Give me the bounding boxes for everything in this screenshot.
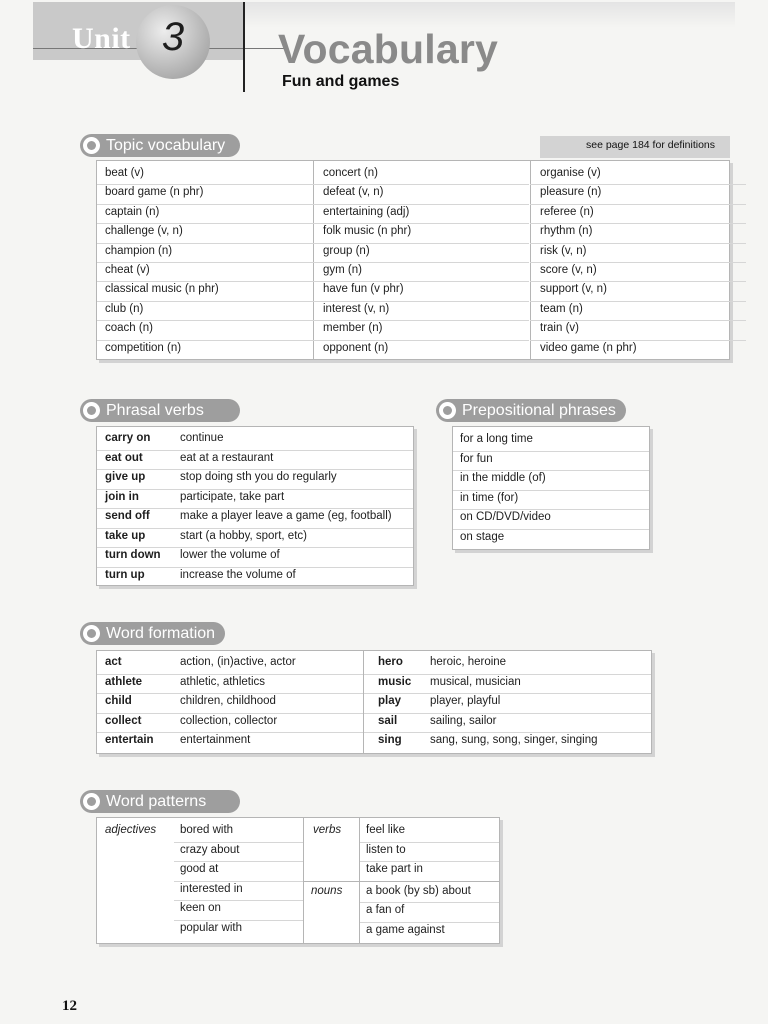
- word-forms: entertainment: [180, 734, 251, 746]
- row-divider: [364, 713, 651, 714]
- row-divider: [97, 204, 313, 205]
- phrasal-verbs-table: [96, 426, 414, 586]
- vocabulary-item: opponent (n): [323, 341, 389, 354]
- row-divider: [530, 243, 746, 244]
- row-divider: [453, 470, 649, 471]
- pattern-item: good at: [180, 863, 219, 875]
- row-divider: [174, 900, 303, 901]
- row-divider: [453, 509, 649, 510]
- prepositional-phrase: on stage: [460, 530, 505, 543]
- row-divider: [97, 450, 413, 451]
- prepositional-phrase: for a long time: [460, 433, 533, 445]
- bullet-icon: [83, 793, 100, 810]
- phrasal-verb: turn down: [105, 549, 161, 561]
- bullet-icon: [83, 137, 100, 154]
- section-heading-text: Topic vocabulary: [106, 137, 226, 154]
- row-divider: [97, 340, 313, 341]
- pattern-item: listen to: [366, 843, 406, 856]
- row-divider: [530, 184, 746, 185]
- word-forms: athletic, athletics: [180, 675, 266, 688]
- vocabulary-item: defeat (v, n): [323, 186, 384, 199]
- row-divider: [360, 842, 499, 843]
- pattern-item: a fan of: [366, 904, 405, 916]
- pattern-item: interested in: [180, 882, 243, 895]
- row-divider: [97, 713, 363, 714]
- row-divider: [313, 223, 529, 224]
- row-divider: [97, 223, 313, 224]
- row-divider: [97, 567, 413, 568]
- prepositional-phrase: in time (for): [460, 491, 519, 504]
- word-forms: collection, collector: [180, 714, 278, 727]
- page-number: 12: [62, 998, 77, 1014]
- row-divider: [97, 262, 313, 263]
- pattern-item: a game against: [366, 923, 445, 936]
- unit-number-badge: [136, 5, 210, 79]
- prepositional-phrase: on CD/DVD/video: [460, 511, 551, 523]
- phrasal-verb-meaning: stop doing sth you do regularly: [180, 471, 337, 483]
- row-divider: [313, 320, 529, 321]
- row-divider: [97, 184, 313, 185]
- row-divider: [97, 693, 363, 694]
- row-divider: [313, 184, 529, 185]
- column-divider: [530, 161, 531, 359]
- row-divider: [97, 732, 363, 733]
- section-heading-topic-vocabulary: [80, 134, 240, 157]
- phrasal-verb: join in: [105, 490, 139, 503]
- row-divider: [530, 204, 746, 205]
- vocabulary-item: challenge (v, n): [105, 225, 183, 238]
- vocabulary-item: coach (n): [105, 322, 153, 335]
- prepositional-phrases-table: [452, 426, 650, 550]
- row-divider: [174, 920, 303, 921]
- word-forms: sailing, sailor: [430, 714, 497, 727]
- phrasal-verb: give up: [105, 471, 146, 483]
- row-divider: [313, 262, 529, 263]
- bullet-icon: [83, 625, 100, 642]
- vocabulary-item: champion (n): [105, 244, 173, 257]
- row-divider: [530, 281, 746, 282]
- prepositional-phrase: for fun: [460, 452, 493, 465]
- prepositional-phrase: in the middle (of): [460, 472, 546, 484]
- row-divider: [97, 547, 413, 548]
- vocabulary-item: captain (n): [105, 205, 160, 218]
- base-word: child: [105, 695, 132, 707]
- column-divider: [313, 161, 314, 359]
- row-divider: [364, 693, 651, 694]
- row-divider: [453, 529, 649, 530]
- row-divider: [97, 508, 413, 509]
- word-forms: sang, sung, song, singer, singing: [430, 734, 598, 746]
- row-divider: [453, 451, 649, 452]
- row-divider: [174, 842, 303, 843]
- unit-number: 3: [161, 15, 185, 59]
- row-divider: [97, 243, 313, 244]
- phrasal-verb: eat out: [105, 451, 143, 464]
- vocabulary-item: referee (n): [540, 205, 594, 218]
- row-divider: [530, 340, 746, 341]
- phrasal-verb-meaning: continue: [180, 432, 224, 444]
- vocabulary-item: have fun (v phr): [323, 283, 404, 296]
- topic-vocabulary-table: [96, 160, 730, 360]
- row-divider: [97, 489, 413, 490]
- word-forms: musical, musician: [430, 675, 521, 688]
- word-formation-table: [96, 650, 652, 754]
- base-word: sail: [378, 714, 398, 727]
- row-divider: [97, 469, 413, 470]
- vocabulary-item: interest (v, n): [323, 302, 390, 315]
- bullet-icon: [439, 402, 456, 419]
- vocabulary-item: folk music (n phr): [323, 225, 412, 238]
- vocabulary-item: beat (v): [105, 167, 144, 179]
- vocabulary-item: member (n): [323, 322, 383, 335]
- row-divider: [313, 281, 529, 282]
- header-divider: [243, 2, 245, 92]
- vocabulary-item: score (v, n): [540, 264, 597, 276]
- vocabulary-item: classical music (n phr): [105, 283, 219, 296]
- phrasal-verb-meaning: eat at a restaurant: [180, 451, 274, 464]
- section-heading-word-formation: [80, 622, 225, 645]
- row-divider: [360, 922, 499, 923]
- pattern-category-label: nouns: [311, 884, 343, 897]
- row-divider: [530, 320, 746, 321]
- base-word: play: [378, 695, 402, 707]
- pattern-item: bored with: [180, 824, 234, 836]
- row-divider: [453, 490, 649, 491]
- vocabulary-item: board game (n phr): [105, 186, 204, 199]
- vocabulary-item: gym (n): [323, 264, 362, 276]
- phrasal-verb-meaning: lower the volume of: [180, 549, 280, 561]
- row-divider: [530, 223, 746, 224]
- row-divider: [360, 861, 499, 862]
- section-heading-text: Phrasal verbs: [106, 402, 204, 419]
- row-divider: [174, 881, 303, 882]
- phrasal-verb: turn up: [105, 568, 145, 581]
- row-divider: [97, 674, 363, 675]
- pattern-item: a book (by sb) about: [366, 884, 471, 897]
- bullet-icon: [83, 402, 100, 419]
- row-divider: [364, 674, 651, 675]
- vocabulary-item: group (n): [323, 244, 370, 257]
- phrasal-verb-meaning: make a player leave a game (eg, football): [180, 510, 392, 522]
- section-heading-phrasal-verbs: [80, 399, 240, 422]
- section-heading-prepositional-phrases: [436, 399, 626, 422]
- pattern-category-label: adjectives: [105, 824, 157, 836]
- phrasal-verb: take up: [105, 529, 146, 542]
- vocabulary-item: competition (n): [105, 341, 182, 354]
- page-subtitle: Fun and games: [282, 73, 400, 90]
- row-divider: [313, 243, 529, 244]
- vocabulary-item: video game (n phr): [540, 341, 637, 354]
- phrasal-verb-meaning: start (a hobby, sport, etc): [180, 529, 307, 542]
- word-forms: action, (in)active, actor: [180, 656, 296, 668]
- row-divider: [97, 301, 313, 302]
- base-word: hero: [378, 656, 403, 668]
- row-divider: [360, 902, 499, 903]
- pattern-item: crazy about: [180, 843, 240, 856]
- header-shade: [245, 2, 735, 28]
- row-divider: [97, 320, 313, 321]
- pattern-item: feel like: [366, 824, 405, 836]
- row-divider: [530, 301, 746, 302]
- base-word: music: [378, 675, 412, 688]
- base-word: sing: [378, 734, 402, 746]
- pattern-item: take part in: [366, 863, 423, 875]
- vocabulary-item: risk (v, n): [540, 244, 587, 257]
- vocabulary-item: team (n): [540, 302, 583, 315]
- vocabulary-item: concert (n): [323, 167, 378, 179]
- row-divider: [530, 262, 746, 263]
- base-word: act: [105, 656, 122, 668]
- pattern-item: popular with: [180, 921, 243, 934]
- vocabulary-item: cheat (v): [105, 264, 150, 276]
- column-divider: [363, 651, 364, 753]
- phrasal-verb-meaning: increase the volume of: [180, 568, 296, 581]
- vocabulary-item: support (v, n): [540, 283, 607, 296]
- vocabulary-item: train (v): [540, 322, 579, 335]
- vocabulary-item: pleasure (n): [540, 186, 602, 199]
- unit-label: Unit: [72, 22, 131, 55]
- section-heading-text: Prepositional phrases: [462, 402, 616, 419]
- row-divider: [174, 861, 303, 862]
- phrasal-verb: carry on: [105, 432, 151, 444]
- section-heading-text: Word formation: [106, 625, 216, 642]
- base-word: athlete: [105, 675, 143, 688]
- phrasal-verb-meaning: participate, take part: [180, 490, 285, 503]
- pattern-item: keen on: [180, 902, 221, 914]
- phrasal-verb: send off: [105, 510, 150, 522]
- row-divider: [97, 528, 413, 529]
- word-forms: player, playful: [430, 695, 501, 707]
- row-divider: [364, 732, 651, 733]
- vocabulary-item: entertaining (adj): [323, 205, 410, 218]
- section-heading-text: Word patterns: [106, 793, 207, 810]
- row-divider: [313, 204, 529, 205]
- word-forms: heroic, heroine: [430, 656, 507, 668]
- word-forms: children, childhood: [180, 695, 276, 707]
- page-title: Vocabulary: [278, 26, 498, 72]
- word-patterns-table: [96, 817, 500, 944]
- base-word: entertain: [105, 734, 154, 746]
- row-divider: [97, 281, 313, 282]
- section-heading-word-patterns: [80, 790, 240, 813]
- row-divider: [313, 301, 529, 302]
- vocabulary-item: club (n): [105, 302, 144, 315]
- vocabulary-item: rhythm (n): [540, 225, 593, 238]
- pattern-category-label: verbs: [313, 824, 342, 836]
- base-word: collect: [105, 714, 142, 727]
- vocabulary-item: organise (v): [540, 167, 601, 179]
- definitions-note: see page 184 for definitions: [586, 139, 716, 151]
- row-divider: [313, 340, 529, 341]
